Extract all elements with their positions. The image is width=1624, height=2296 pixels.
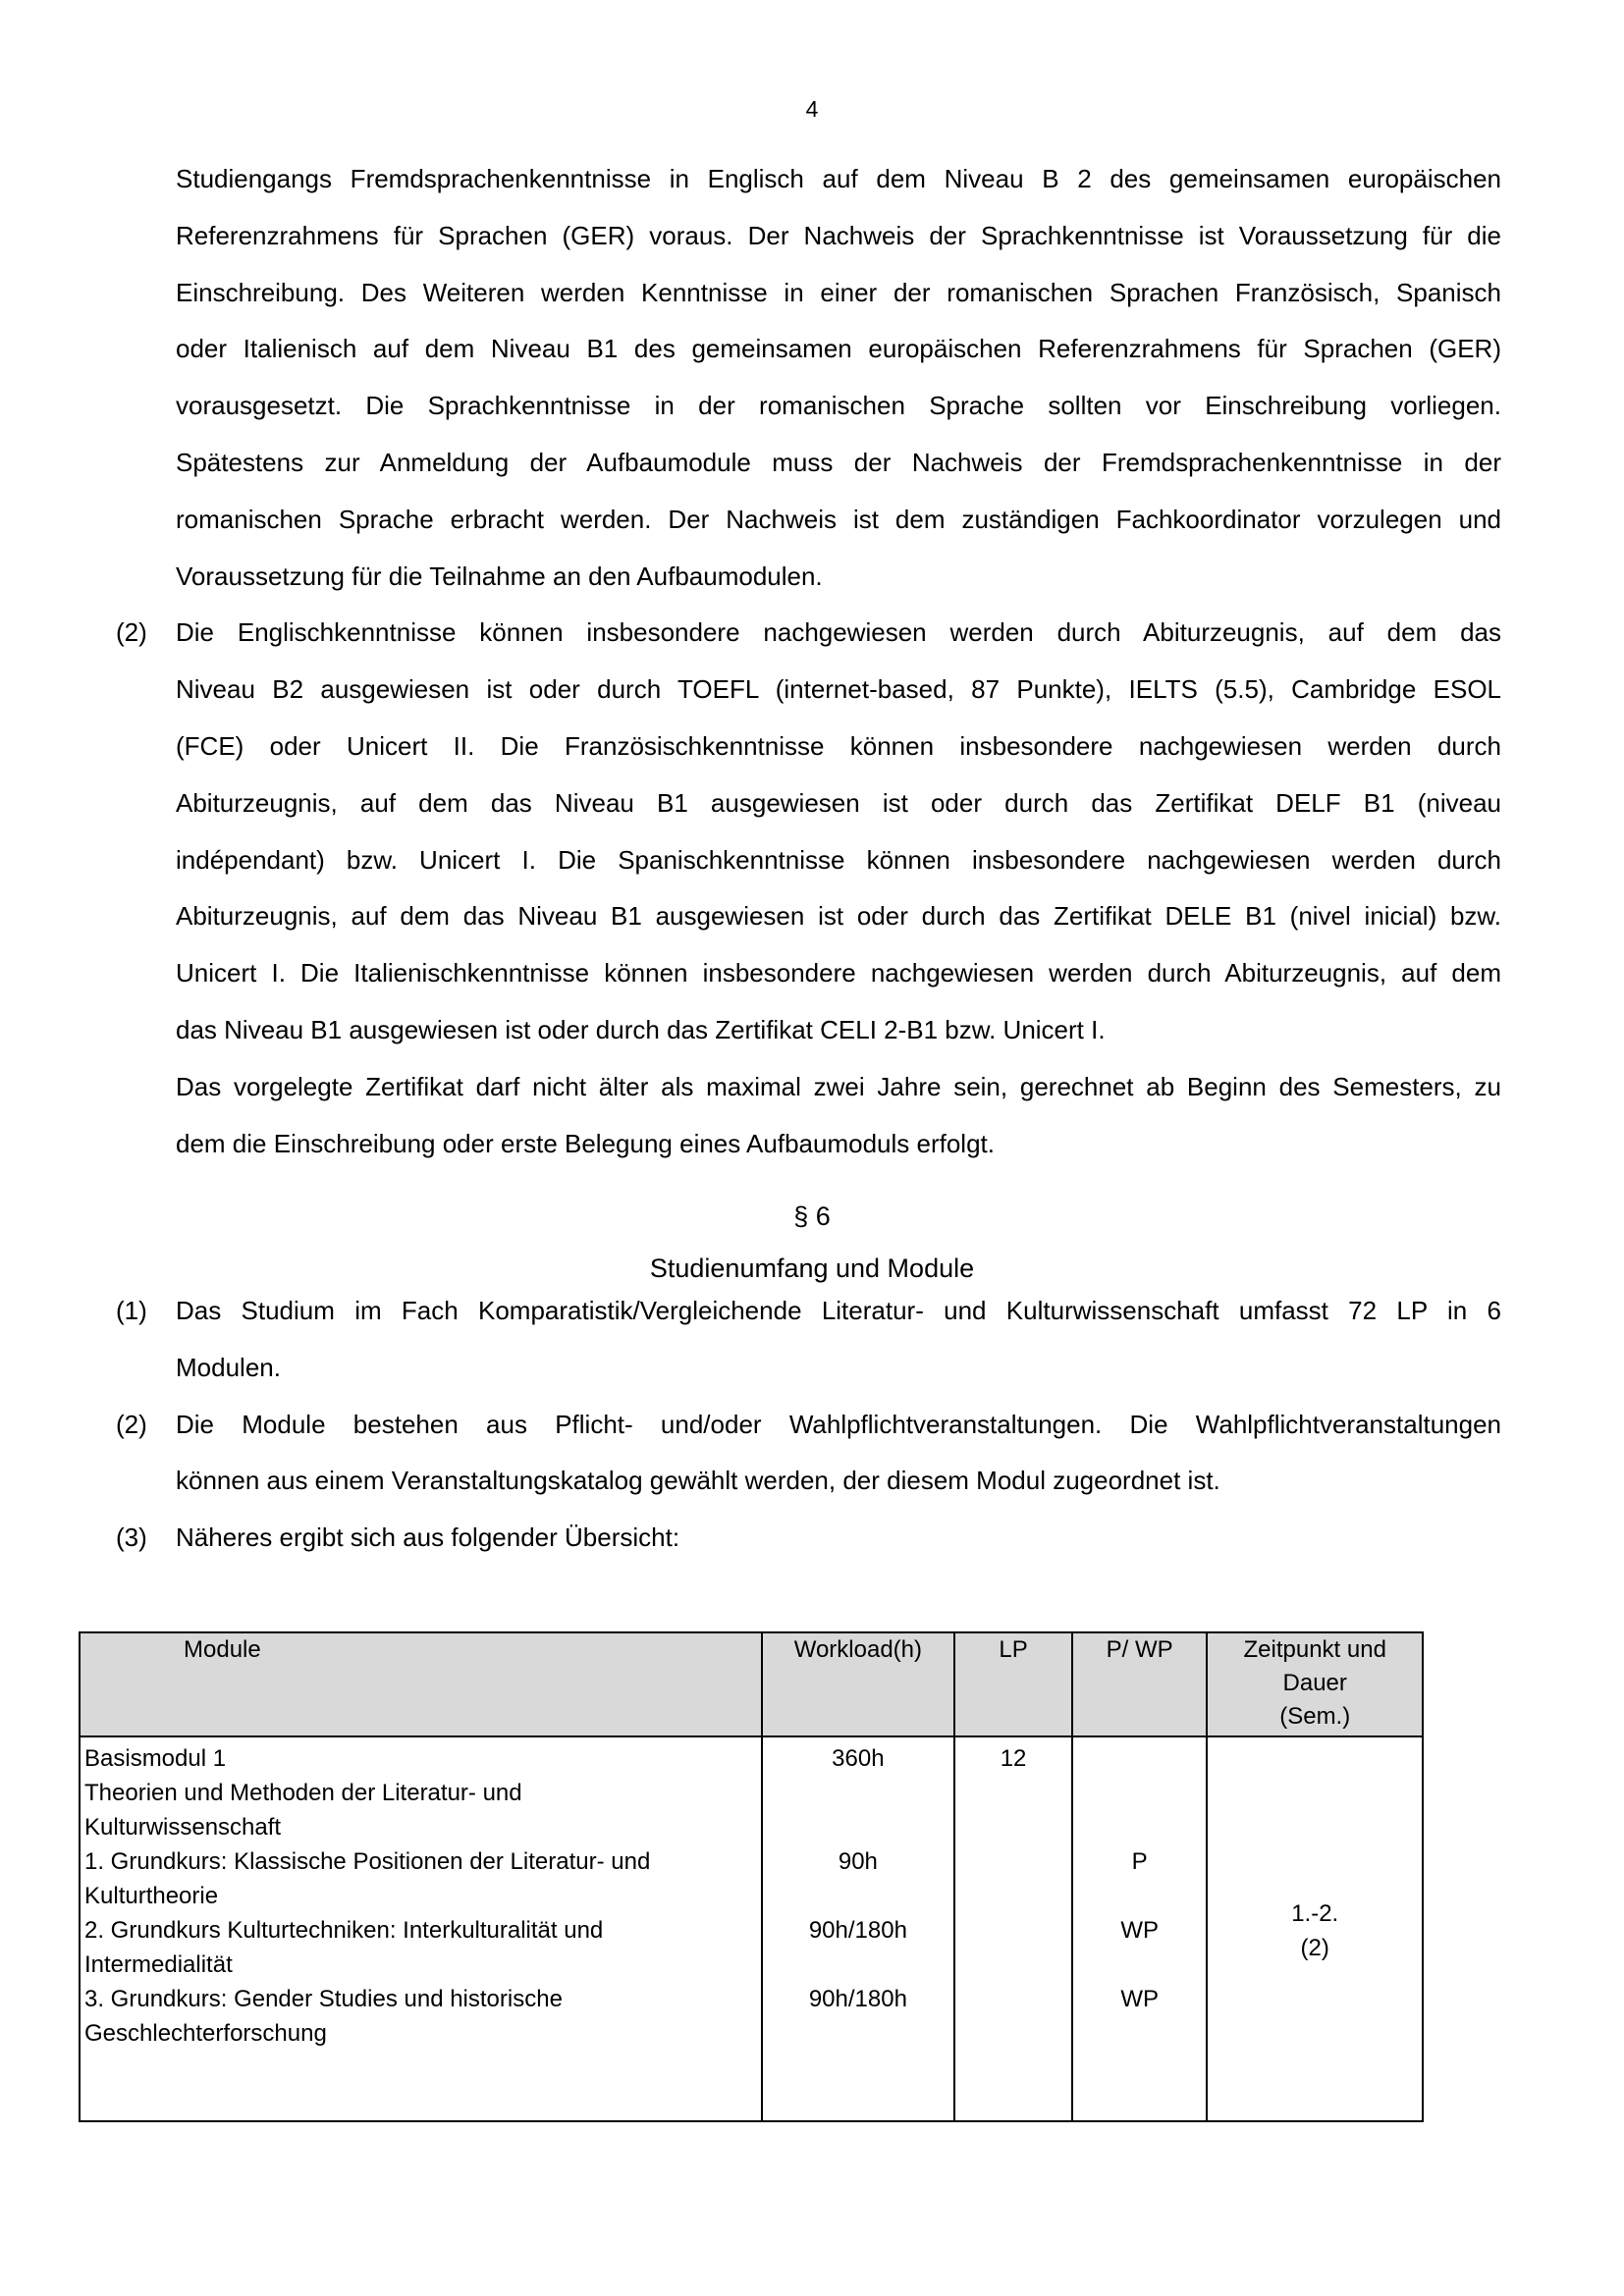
paragraph-line: romanischen Sprache erbracht werden. Der Nachweis ist dem zuständigen Fachkoordinator vorzulegen und	[176, 504, 1501, 534]
header-pwp: P/ WP	[1072, 1632, 1208, 1736]
workload-cell	[762, 1736, 955, 2121]
item-line: Modulen.	[176, 1352, 281, 1382]
item-line: können aus einem Veranstaltungskatalog gewählt werden, der diesem Modul zugeordnet ist.	[176, 1466, 1220, 1496]
page-number: 4	[805, 96, 819, 122]
workload-value	[767, 1810, 950, 1844]
pwp-value	[1077, 1879, 1203, 1913]
paragraph-line: Spätestens zur Anmeldung der Aufbaumodule muss der Nachweis der Fremdsprachenkenntnisse in der	[176, 448, 1501, 477]
workload-value: 360h	[832, 1745, 885, 1772]
paragraph-line: indépendant) bzw. Unicert I. Die Spanischkenntnisse können insbesondere nachgewiesen werden durch	[176, 844, 1501, 875]
paragraph-line: oder Italienisch auf dem Niveau B1 des gemeinsamen europäischen Referenzrahmens für Sprachen (GER)	[176, 334, 1501, 364]
workload-value	[767, 1776, 950, 1810]
workload-value	[767, 2016, 950, 2051]
paragraph-line: das Niveau B1 ausgewiesen ist oder durch das Zertifikat CELI 2-B1 bzw. Unicert I.	[176, 1015, 1106, 1044]
module-line: 3. Grundkurs: Gender Studies und historische	[84, 1986, 563, 2012]
pwp-value: WP	[1120, 1986, 1159, 2012]
workload-value: 90h/180h	[808, 1917, 907, 1944]
pwp-value	[1077, 2016, 1203, 2051]
paragraph-line: Niveau B2 ausgewiesen ist oder durch TOEFL (internet-based, 87 Punkte), IELTS (5.5), Cambridge ESOL	[176, 674, 1501, 705]
module-table	[79, 1631, 1424, 2122]
pwp-value: P	[1131, 1848, 1148, 1875]
workload-value	[767, 1948, 950, 1982]
lp-value: 12	[1000, 1745, 1027, 1772]
header-workload: Workload(h)	[762, 1632, 955, 1736]
item-line: Die Module bestehen aus Pflicht- und/oder Wahlpflichtveranstaltungen. Die Wahlpflichtveranstaltungen	[176, 1409, 1501, 1439]
paragraph-line: Das vorgelegte Zertifikat darf nicht älter als maximal zwei Jahre sein, gerechnet ab Beginn des Semesters, zu	[176, 1071, 1501, 1101]
pwp-value	[1077, 1776, 1203, 1810]
item-number: (2)	[116, 1409, 147, 1439]
paragraph-line: Abiturzeugnis, auf dem das Niveau B1 ausgewiesen ist oder durch das Zertifikat DELF B1 (niveau	[176, 787, 1501, 818]
item-number: (3)	[116, 1522, 147, 1553]
table-header-row	[80, 1632, 1423, 1736]
module-line: 1. Grundkurs: Klassische Positionen der Literatur- und	[84, 1848, 651, 1875]
module-line: Geschlechterforschung	[84, 2020, 327, 2047]
header-lp: LP	[954, 1632, 1072, 1736]
workload-value: 90h/180h	[808, 1986, 907, 2012]
header-module: Module	[80, 1632, 762, 1736]
header-zeitpunkt-line: (Sem.)	[1279, 1703, 1351, 1730]
pwp-value	[1077, 1741, 1203, 1776]
module-line: Intermedialität	[84, 1951, 233, 1978]
table-row	[80, 1736, 1423, 2121]
module-line: Kulturtheorie	[84, 1883, 219, 1909]
paragraph-line: Abiturzeugnis, auf dem das Niveau B1 ausgewiesen ist oder durch das Zertifikat DELE B1 (nivel inicial) bzw.	[176, 901, 1501, 932]
lp-cell	[954, 1736, 1072, 2121]
header-zeitpunkt-line: Zeitpunkt und	[1243, 1636, 1386, 1663]
module-cell	[80, 1736, 762, 2121]
module-line: Basismodul 1	[84, 1745, 227, 1772]
module-line: 2. Grundkurs Kulturtechniken: Interkulturalität und	[84, 1917, 604, 1944]
zeitpunkt-value: 1.-2.	[1291, 1900, 1339, 1927]
pwp-value	[1077, 1810, 1203, 1844]
item-number: (1)	[116, 1296, 147, 1325]
module-line: Kulturwissenschaft	[84, 1814, 282, 1841]
section-title: Studienumfang und Module	[649, 1254, 975, 1283]
paragraph-number: (2)	[116, 617, 147, 648]
item-line: Näheres ergibt sich aus folgender Übersicht:	[176, 1522, 680, 1553]
zeitpunkt-cell	[1207, 1736, 1423, 2121]
pwp-value: WP	[1120, 1917, 1159, 1944]
paragraph-line: Unicert I. Die Italienischkenntnisse können insbesondere nachgewiesen werden durch Abiturzeugnis, auf dem	[176, 958, 1501, 988]
paragraph-line: Die Englischkenntnisse können insbesondere nachgewiesen werden durch Abiturzeugnis, auf dem das	[176, 617, 1501, 648]
paragraph-line: Voraussetzung für die Teilnahme an den Aufbaumodulen.	[176, 561, 823, 591]
zeitpunkt-duration: (2)	[1300, 1935, 1329, 1961]
pwp-cell	[1072, 1736, 1208, 2121]
pwp-value	[1077, 1948, 1203, 1982]
workload-value	[767, 1879, 950, 1913]
header-zeitpunkt-line: Dauer	[1282, 1670, 1347, 1696]
paragraph-line: Referenzrahmens für Sprachen (GER) voraus. Der Nachweis der Sprachkenntnisse ist Voraussetzung für die	[176, 220, 1501, 250]
module-line: Theorien und Methoden der Literatur- und	[84, 1780, 522, 1806]
header-zeitpunkt	[1207, 1632, 1423, 1736]
paragraph-line: (FCE) oder Unicert II. Die Französischkenntnisse können insbesondere nachgewiesen werden durch	[176, 731, 1501, 761]
paragraph-line: Studiengangs Fremdsprachenkenntnisse in Englisch auf dem Niveau B 2 des gemeinsamen europäischen	[176, 164, 1501, 193]
paragraph-line: dem die Einschreibung oder erste Belegung eines Aufbaumoduls erfolgt.	[176, 1128, 995, 1158]
item-line: Das Studium im Fach Komparatistik/Vergleichende Literatur- und Kulturwissenschaft umfasst 72 LP in 6	[176, 1296, 1501, 1325]
paragraph-line: Einschreibung. Des Weiteren werden Kenntnisse in einer der romanischen Sprachen Französisch, Spanisch	[176, 277, 1501, 307]
section-symbol: § 6	[793, 1201, 831, 1231]
paragraph-line: vorausgesetzt. Die Sprachkenntnisse in der romanischen Sprache sollten vor Einschreibung vorliegen.	[176, 391, 1501, 421]
workload-value: 90h	[838, 1848, 878, 1875]
